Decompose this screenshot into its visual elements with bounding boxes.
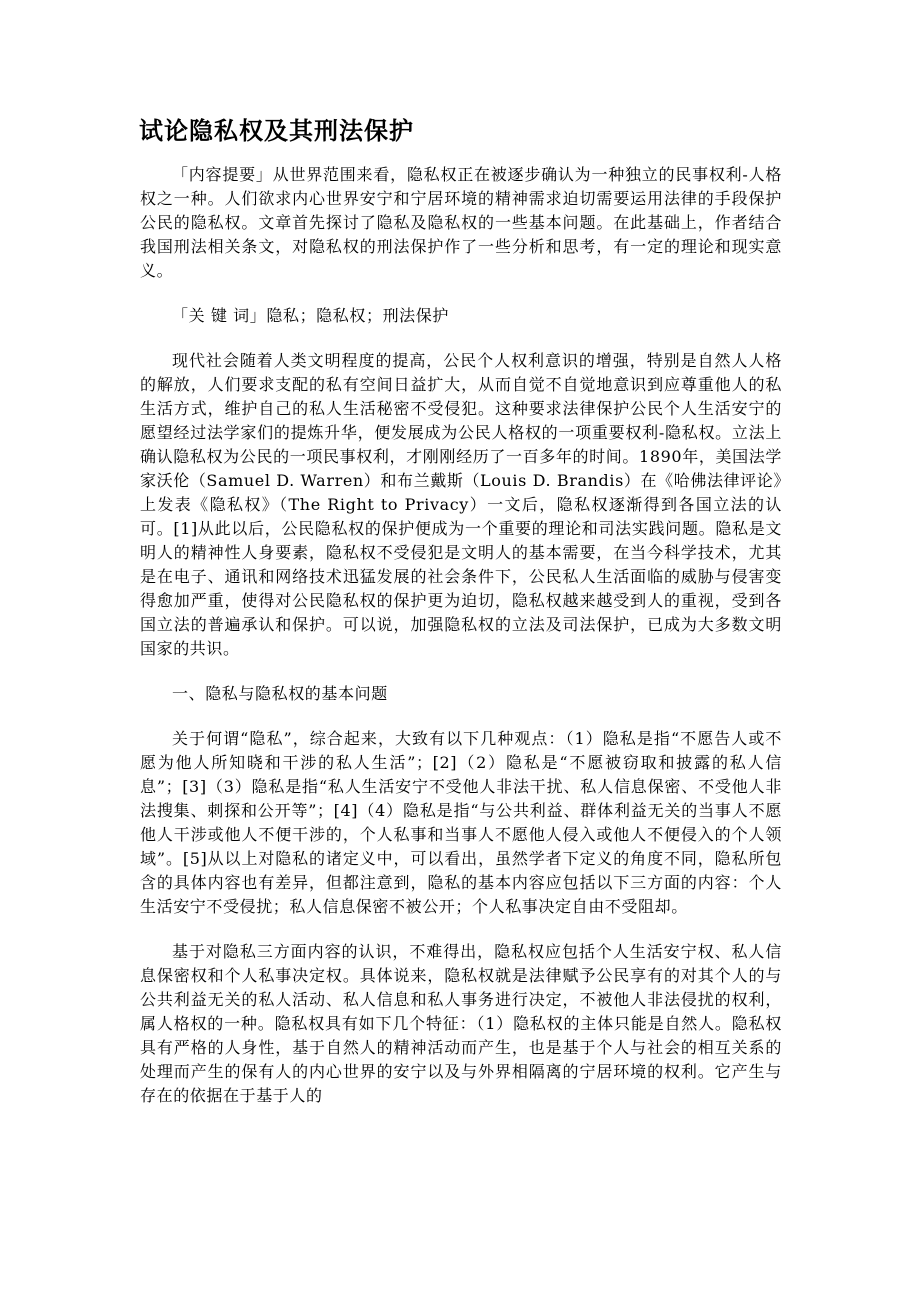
introduction-paragraph: 现代社会随着人类文明程度的提高，公民个人权利意识的增强，特别是自然人人格的解放，人们要求支配的私有空间日益扩大，从而自觉不自觉地意识到应尊重他人的私生活方式，维护自己的私人生活秘密不受侵犯。这种要求法律保护公民个人生活安宁的愿望经过法学家们的提炼升华，便发展成为公民人格权的一项重要权利-隐私权。立法上确认隐私权为公民的一项民事权利，才刚刚经历了一百多年的时间。1890年，美国法学家沃伦（Samuel D. Warren）和布兰戴斯（Louis D. Brandis）在《哈佛法律评论》上发表《隐私权》（The Right to Privacy）一文后，隐私权逐渐得到各国立法的认可。[1]从此以后，公民隐私权的保护便成为一个重要的理论和司法实践问题。隐私是文明人的精神性人身要素，隐私权不受侵犯是文明人的基本需要，在当今科学技术，尤其是在电子、通讯和网络技术迅猛发展的社会条件下，公民私人生活面临的威胁与侵害变得愈加严重，使得对公民隐私权的保护更为迫切，隐私权越来越受到人的重视，受到各国立法的普遍承认和保护。可以说，加强隐私权的立法及司法保护，已成为大多数文明国家的共识。 — [140, 351, 782, 658]
keywords-paragraph: 「关 键 词」隐私；隐私权；刑法保护 — [172, 306, 449, 325]
article-body — [140, 163, 782, 1129]
privacy-right-paragraph: 基于对隐私三方面内容的认识，不难得出，隐私权应包括个人生活安宁权、私人信息保密权和个人私事决定权。具体说来，隐私权就是法律赋予公民享有的对其个人的与公共利益无关的私人活动、私人信息和私人事务进行决定，不被他人非法侵扰的权利，属人格权的一种。隐私权具有如下几个特征：（1）隐私权的主体只能是自然人。隐私权具有严格的人身性，基于自然人的精神活动而产生，也是基于个人与社会的相互关系的处理而产生的保有人的内心世界的安宁以及与外界相隔离的宁居环境的权利。它产生与存在的依据在于基于人的 — [140, 942, 782, 1105]
article-title: 试论隐私权及其刑法保护 — [139, 117, 414, 145]
privacy-definition-paragraph: 关于何谓“隐私”，综合起来，大致有以下几种观点：（1）隐私是指“不愿告人或不愿为他人所知晓和干涉的私人生活”；[2]（2）隐私是“不愿被窃取和披露的私人信息”；[3]（3）隐私是指“私人生活安宁不受他人非法干扰、私人信息保密、不受他人非法搜集、刺探和公开等”；[4]（4）隐私是指“与公共利益、群体利益无关的当事人不愿他人干涉或他人不便干涉的，个人私事和当事人不愿他人侵入或他人不便侵入的个人领域”。[5]从以上对隐私的诸定义中，可以看出，虽然学者下定义的角度不同，隐私所包含的具体内容也有差异，但都注意到，隐私的基本内容应包括以下三方面的内容：个人生活安宁不受侵扰；私人信息保密不被公开；个人私事决定自由不受阻却。 — [140, 729, 782, 916]
abstract-paragraph: 「内容提要」从世界范围来看，隐私权正在被逐步确认为一种独立的民事权利-人格权之一种。人们欲求内心世界安宁和宁居环境的精神需求迫切需要运用法律的手段保护公民的隐私权。文章首先探讨了隐私及隐私权的一些基本问题。在此基础上，作者结合我国刑法相关条文，对隐私权的刑法保护作了一些分析和思考，有一定的理论和现实意义。 — [140, 165, 782, 280]
section-heading: 一、隐私与隐私权的基本问题 — [172, 684, 388, 703]
